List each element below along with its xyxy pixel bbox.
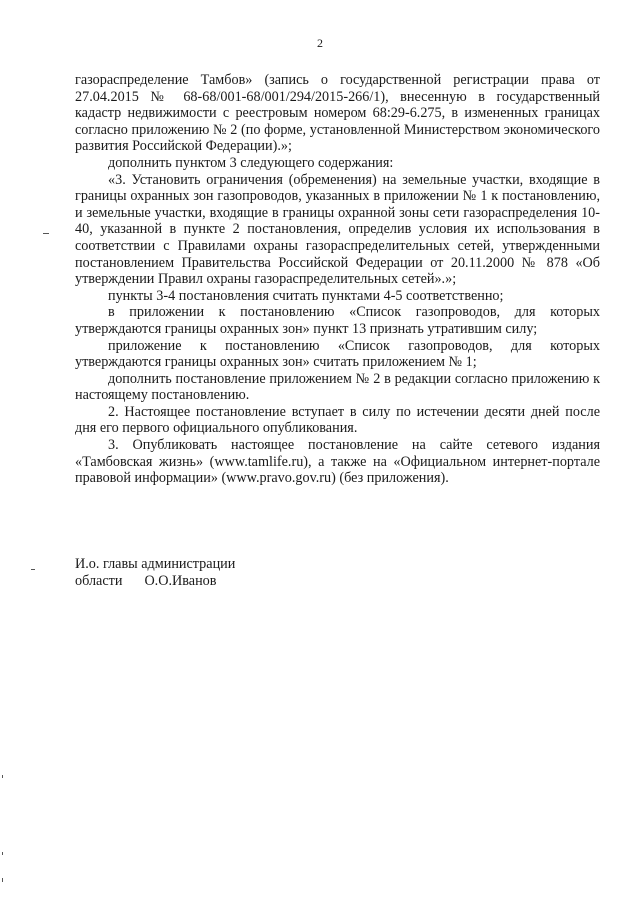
signature-block	[75, 556, 375, 589]
paragraph-5: в приложении к постановлению «Список газопроводов, для которых утверждаются границы охранных зон» пункт 13 признать утратившим силу;	[75, 304, 600, 337]
page-number: 2	[317, 36, 323, 50]
signatory-name: О.О.Иванов	[144, 572, 217, 589]
scan-mark	[43, 233, 49, 234]
paragraph-9: 3. Опубликовать настоящее постановление на сайте сетевого издания «Тамбовская жизнь» (www.tamlife.ru), а также на «Официальном интернет-портале правовой информации» (www.pravo.gov.ru) (без приложения).	[75, 437, 600, 487]
scan-mark	[2, 852, 3, 855]
signatory-line-2	[75, 573, 375, 590]
paragraph-4: пункты 3-4 постановления считать пунктами 4-5 соответственно;	[108, 287, 504, 304]
paragraph-7: дополнить постановление приложением № 2 в редакции согласно приложению к настоящему постановлению.	[75, 370, 600, 404]
signatory-position: И.о. главы администрации	[75, 556, 236, 572]
document-body	[75, 72, 600, 487]
signatory-region: области	[75, 572, 123, 589]
paragraph-6: приложение к постановлению «Список газопроводов, для которых утверждаются границы охранных зон» считать приложением № 1;	[75, 337, 600, 371]
scan-mark	[2, 775, 3, 778]
paragraph-3: «3. Установить ограничения (обременения) на земельные участки, входящие в границы охранных зон газопроводов, указанных в приложении № 1 к постановлению, и земельные участки, входящие в границы охранной зоны сети газораспределения 10-40, указанной в пункте 2 постановления, определив условия их использования в соответствии с Правилами охраны газораспределительных сетей, утвержденными постановлением Правительства Российской Федерации от 20.11.2000 № 878 «Об утверждении Правил охраны газораспределительных сетей».»;	[75, 171, 600, 288]
scan-mark	[31, 569, 35, 570]
paragraph-2: дополнить пунктом 3 следующего содержания:	[108, 154, 394, 171]
paragraph-8: 2. Настоящее постановление вступает в силу по истечении десяти дней после дня его первого официального опубликования.	[75, 403, 600, 437]
scan-mark	[2, 878, 3, 882]
paragraph-1: газораспределение Тамбов» (запись о государственной регистрации права от 27.04.2015 № 68-68/001-68/001/294/2015-266/1), внесенную в государственный кадастр недвижимости с реестровым номером 68:29-6.275, в измененных границах согласно приложению № 2 (по форме, установленной Министерством экономического развития Российской Федерации).»;	[75, 72, 600, 155]
